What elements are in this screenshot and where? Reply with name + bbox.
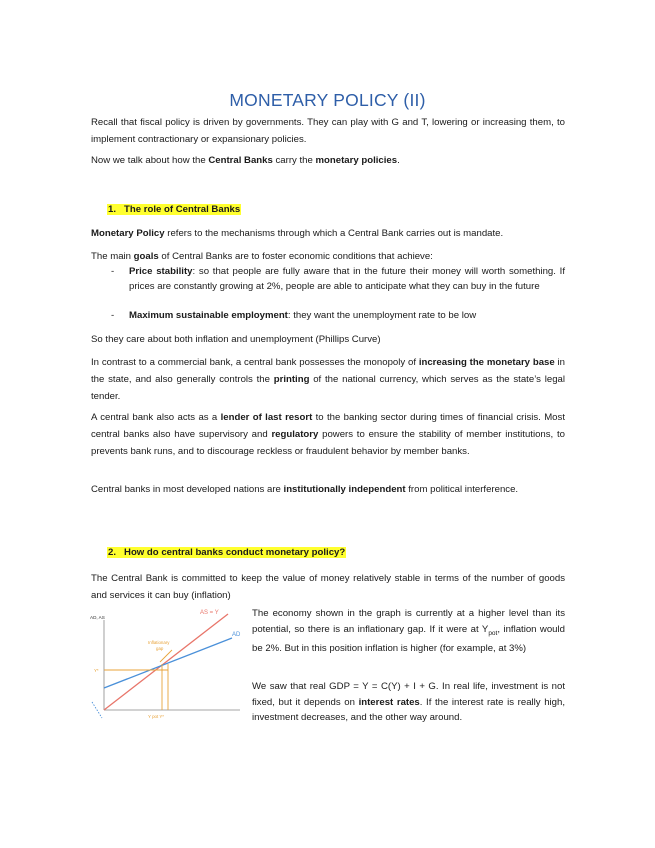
as-label: AS = Y bbox=[200, 610, 219, 616]
heading-text: How do central banks conduct monetary policy? bbox=[124, 547, 346, 558]
text-bold: Monetary Policy bbox=[91, 228, 165, 239]
section-heading-1 bbox=[107, 203, 241, 217]
bullet-dash: - bbox=[111, 266, 115, 277]
text-run: of Central Banks are to foster economic conditions that achieve: bbox=[158, 251, 433, 262]
text-run: . If the interest rate is really high, investment decreases, and the other way around. bbox=[252, 696, 565, 724]
text-run: in the state, and also generally controls the bbox=[91, 357, 565, 386]
text-run: : they want the unemployment rate to be low bbox=[287, 310, 477, 321]
text-run: powers to ensure the stability of member institutions, to prevents bank runs, and to discourage reckless or fraudulent behavior by member banks. bbox=[91, 429, 565, 458]
text-run: : so that people are fully aware that in the future their money will worth something. If prices are constantly growing at 2%, people are able to anticipate what they can buy in the future bbox=[129, 266, 566, 292]
text-run: We saw that real GDP = Y = C(Y) + I + G. In real life, investment is not fixed, but it depends on bbox=[252, 681, 565, 708]
x-labels: Y pot Y* bbox=[148, 714, 164, 719]
text-run: A central bank also acts as a bbox=[91, 412, 221, 423]
heading-text: The role of Central Banks bbox=[124, 204, 241, 215]
interest-rate-paragraph bbox=[252, 679, 565, 726]
text-bold: Price stability bbox=[129, 266, 193, 277]
lender-paragraph bbox=[91, 409, 565, 461]
text-bold: monetary policies bbox=[315, 155, 398, 166]
ad-as-figure bbox=[90, 606, 246, 722]
text-run: The economy shown in the graph is currently at a higher level than its potential, so there is an inflationary gap. If it were at Y bbox=[252, 608, 565, 635]
text-bold: institutionally independent bbox=[283, 484, 406, 495]
text-run: Now we talk about how the bbox=[91, 155, 209, 166]
heading-number: 1. bbox=[108, 204, 117, 215]
bullet-text bbox=[129, 308, 565, 323]
list-item-price-stability bbox=[111, 264, 565, 309]
text-bold: Central Banks bbox=[208, 155, 273, 166]
text-bold: printing bbox=[273, 374, 310, 386]
intro-paragraph-monetary bbox=[91, 152, 565, 169]
text-bold: lender of last resort bbox=[220, 412, 313, 423]
gap-label-line1: Inflationary bbox=[148, 640, 170, 645]
y-axis-label: AD, AS bbox=[90, 615, 105, 620]
gap-label-line2: gap bbox=[156, 646, 164, 651]
text-run: In contrast to a commercial bank, a central bank possesses the monopoly of bbox=[91, 357, 419, 368]
text-run: Central banks in most developed nations are bbox=[91, 484, 284, 495]
section-heading-2 bbox=[107, 546, 346, 560]
ystar-label: Y* bbox=[94, 668, 99, 673]
as-line bbox=[104, 614, 228, 710]
text-bold: interest rates bbox=[358, 696, 420, 708]
text-bold: goals bbox=[133, 251, 159, 262]
text-run: The main bbox=[91, 251, 134, 262]
page-title: MONETARY POLICY (II) bbox=[229, 90, 426, 110]
text-bold: Maximum sustainable employment bbox=[129, 310, 288, 321]
subscript-pot: pot bbox=[488, 629, 498, 637]
text-run: of the national currency, which serves as the state’s legal tender. bbox=[91, 374, 565, 403]
gap-pointer bbox=[160, 650, 172, 662]
independence-paragraph bbox=[91, 481, 565, 498]
monetary-policy-definition bbox=[91, 225, 565, 242]
heading-highlight bbox=[107, 204, 241, 215]
text-bold: increasing the monetary base bbox=[418, 357, 555, 368]
phillips-paragraph: So they care about both inflation and unemployment (Phillips Curve) bbox=[91, 334, 381, 345]
dashed-extension bbox=[92, 702, 102, 718]
central-bank-commitment: The Central Bank is committed to keep the value of money relatively stable in terms of the number of goods and services it can buy (inflation) bbox=[91, 573, 565, 602]
inflationary-gap-paragraph bbox=[252, 606, 565, 657]
intro-paragraph-fiscal: Recall that fiscal policy is driven by governments. They can play with G and T, lowering or increasing them, to implement contractionary or expansionary policies. bbox=[91, 117, 565, 146]
text-run: to the banking sector during times of financial crisis. Most central banks also have supervisory and bbox=[91, 412, 565, 441]
text-run: refers to the mechanisms through which a Central Bank carries out is mandate. bbox=[164, 228, 504, 239]
list-item-employment bbox=[111, 308, 565, 323]
text-run: , inflation would be 2%. But in this position inflation is higher (for example, at 3%) bbox=[252, 623, 565, 655]
bullet-dash: - bbox=[111, 310, 115, 321]
contrast-paragraph bbox=[91, 354, 565, 406]
bullet-text bbox=[129, 264, 565, 294]
ad-label: AD bbox=[232, 632, 241, 638]
text-run: carry the bbox=[272, 155, 316, 166]
text-run: from political interference. bbox=[405, 484, 519, 495]
text-run: . bbox=[397, 155, 400, 166]
text-bold: regulatory bbox=[271, 429, 319, 441]
heading-highlight bbox=[107, 547, 346, 558]
goals-intro bbox=[91, 248, 565, 265]
heading-number: 2. bbox=[108, 547, 117, 558]
